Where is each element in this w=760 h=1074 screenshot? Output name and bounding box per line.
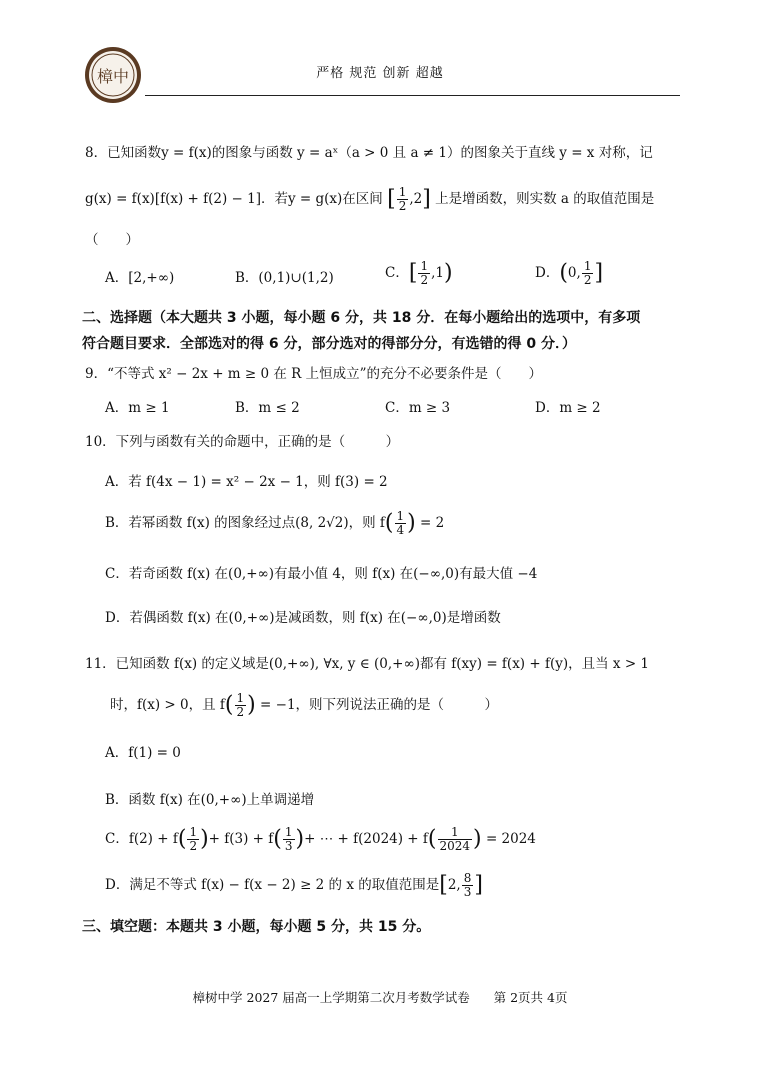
q11-option-d: D．满足不等式 f(x) − f(x − 2) ≥ 2 的 x 的取值范围是[2, $\frac{8}{3}$ ] <box>105 871 483 899</box>
q10-option-d: D．若偶函数 f(x) 在(0,+∞)是减函数，则 f(x) 在(−∞,0)是增函数 <box>105 610 501 626</box>
q8-option-a: A．[2,+∞) <box>105 270 175 286</box>
q9-option-b: B．m ≤ 2 <box>235 400 300 416</box>
q8-option-d: D．(0, $\frac{1}{2}$ ] <box>535 259 604 287</box>
q9-option-d: D．m ≥ 2 <box>535 400 601 416</box>
q11-line2: 时，f(x) > 0，且 f( $\frac{1}{2}$ ) = −1，则下列说法正确的是（ ） <box>110 691 499 719</box>
section2-heading-line1: 二、选择题（本大题共 3 小题，每小题 6 分，共 18 分．在每小题给出的选项中，有多项 <box>82 310 641 326</box>
q11-option-b: B．函数 f(x) 在(0,+∞)上单调递增 <box>105 792 315 808</box>
q11-option-c: C．f(2) + f( $\frac{1}{2}$ )+ f(3) + f( $\frac{1}{3}$ )+ ⋯ + f(2024) + f( $\frac{1}{2024}$ ) = 2024 <box>105 825 536 853</box>
q8-line1: 8．已知函数y = f(x)的图象与函数 y = aˣ（a > 0 且 a ≠ 1）的图象关于直线 y = x 对称，记 <box>85 145 653 161</box>
q8-interval-upper: ,2 <box>409 191 423 207</box>
q11-option-a: A．f(1) = 0 <box>105 745 181 761</box>
q10-option-c: C．若奇函数 f(x) 在(0,+∞)有最小值 4，则 f(x) 在(−∞,0)有最大值 −4 <box>105 566 538 582</box>
q8-interval-fraction: $\frac{1}{2}$ <box>398 185 407 213</box>
q10-stem: 10．下列与函数有关的命题中，正确的是（ ） <box>85 434 400 450</box>
q8-line2-text-c: 上是增函数，则实数 a 的取值范围是 <box>435 191 655 207</box>
school-motto: 严格 规范 创新 超越 <box>316 66 444 81</box>
q8-option-c: C．[ $\frac{1}{2}$ ,1) <box>385 259 453 287</box>
q11-line1: 11．已知函数 f(x) 的定义域是(0,+∞), ∀x, y ∈ (0,+∞)都有 f(xy) = f(x) + f(y)，且当 x > 1 <box>85 656 650 672</box>
logo-text: 樟中 <box>96 67 130 86</box>
q10-option-a: A．若 f(4x − 1) = x² − 2x − 1，则 f(3) = 2 <box>105 474 388 490</box>
footer-exam-title: 樟树中学 2027 届高一上学期第二次月考数学试卷 <box>192 990 470 1005</box>
q9-stem: 9．“不等式 x² − 2x + m ≥ 0 在 R 上恒成立”的充分不必要条件是（ ） <box>85 366 543 382</box>
footer-page-number: 第 2页共 4页 <box>493 990 568 1005</box>
q8-option-b: B．(0,1)∪(1,2) <box>235 270 334 286</box>
section3-heading: 三、填空题：本题共 3 小题，每小题 5 分，共 15 分。 <box>82 919 431 935</box>
q9-option-a: A．m ≥ 1 <box>105 400 170 416</box>
header-divider <box>145 95 680 96</box>
q8-line2-text-a: g(x) = f(x)[f(x) + f(2) − 1]．若y = g(x)在区间 <box>85 191 383 207</box>
page-footer <box>0 988 760 1006</box>
section2-heading-line2: 符合题目要求．全部选对的得 6 分，部分选对的得部分分，有选错的得 0 分．） <box>82 336 576 352</box>
q8-answer-paren: （ ） <box>85 232 139 248</box>
q8-line2: g(x) = f(x)[f(x) + f(2) − 1]．若y = g(x)在区间 [ $\frac{1}{2}$ ,2] 上是增函数，则实数 a 的取值范围是 <box>85 185 655 213</box>
q10-option-b: B．若幂函数 f(x) 的图象经过点(8, 2√2)，则 f( $\frac{1}{4}$ ) = 2 <box>105 509 445 537</box>
q9-option-c: C．m ≥ 3 <box>385 400 451 416</box>
